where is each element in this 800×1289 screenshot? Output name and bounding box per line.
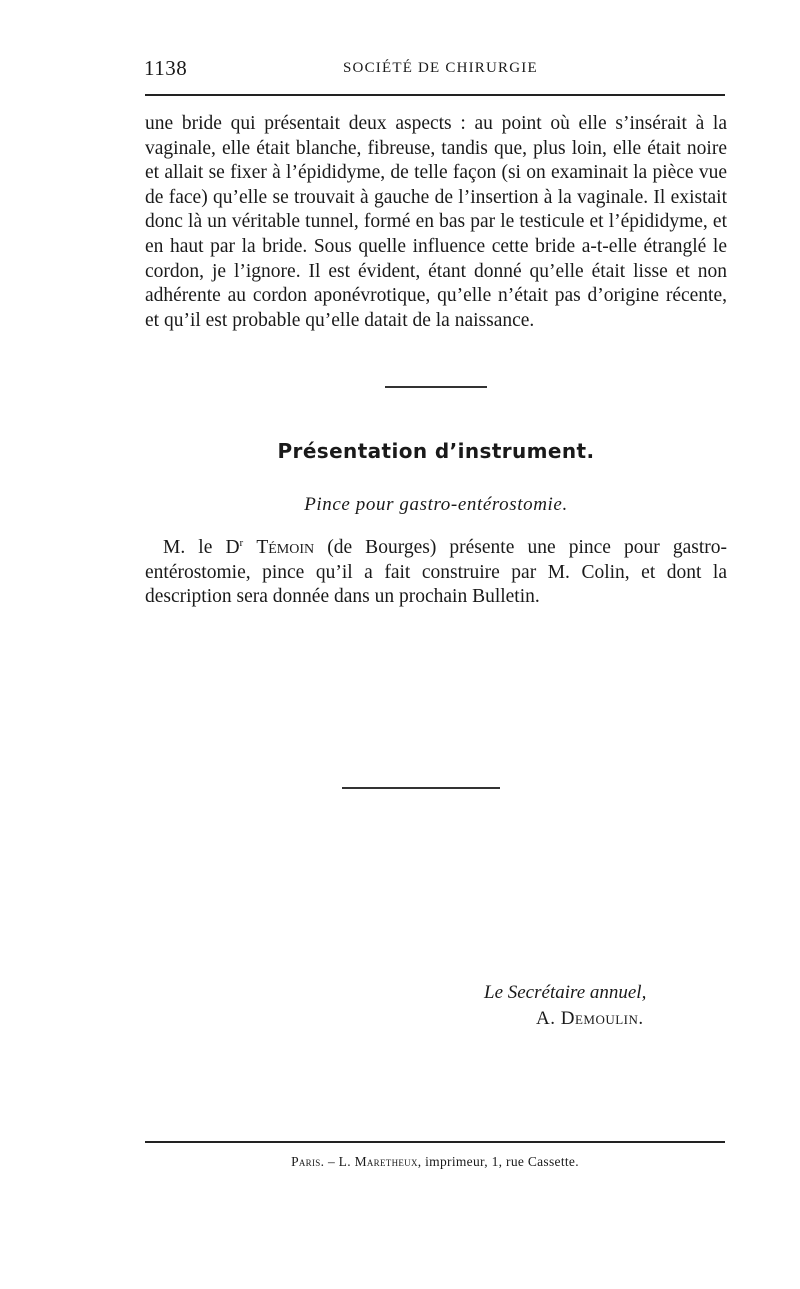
signature-name-line [484,1006,646,1032]
footer-address: , imprimeur, 1, rue Cassette. [417,1154,579,1169]
section-subtitle: Pince pour gastro-entérostomie. [304,494,568,515]
footer-city: Paris. [291,1154,325,1169]
body-paragraph: une bride qui présentait deux aspects : au point où elle s’insérait à la vaginale, elle était blanche, fibreuse, tandis que, plus loin, elle était noire et allait se fixer à l’épididyme, de telle façon (si on examinait la pièce vue de face) qu’elle se trouvait à gauche de l’insertion à la vaginale. Il existait donc là un véritable tunnel, formé en bas par le testicule et l’épididyme, et en haut par la bride. Sous quelle influence cette bride a-t-elle étranglé le cordon, je l’ignore. Il est évident, étant donné qu’elle était lisse et non adhérente au cordon aponévrotique, qu’elle n’était pas d’origine récente, et qu’il est probable qu’elle datait de la naissance. [145,113,727,331]
footer-printer: Maretheux [354,1154,418,1169]
printer-footer [145,1154,725,1170]
page-number: 1138 [144,56,188,80]
signature-initial: A. [536,1008,561,1029]
footer-rule [145,1141,725,1143]
end-divider [342,787,500,789]
header-rule [145,94,725,96]
section-divider [385,386,487,388]
signature-role: Le Secrétaire annuel, [484,982,647,1003]
doctor-abbrev-sup: r [239,537,244,549]
paragraph-text: (de Bourges) présente une pince pour gastro-entérostomie, pince qu’il a fait construire par M. Colin, et dont la description sera donnée dans un prochain Bulletin. [145,537,727,608]
presentation-paragraph [145,536,727,610]
paragraph-prefix: M. le D [163,537,240,558]
signature-name: Demoulin. [560,1008,644,1029]
section-title: Présentation d’instrument. [277,439,595,463]
footer-separator: – L. [324,1154,355,1169]
running-title: SOCIÉTÉ DE CHIRURGIE [343,60,538,76]
author-name: Témoin [256,537,315,558]
signature-block [484,980,646,1032]
